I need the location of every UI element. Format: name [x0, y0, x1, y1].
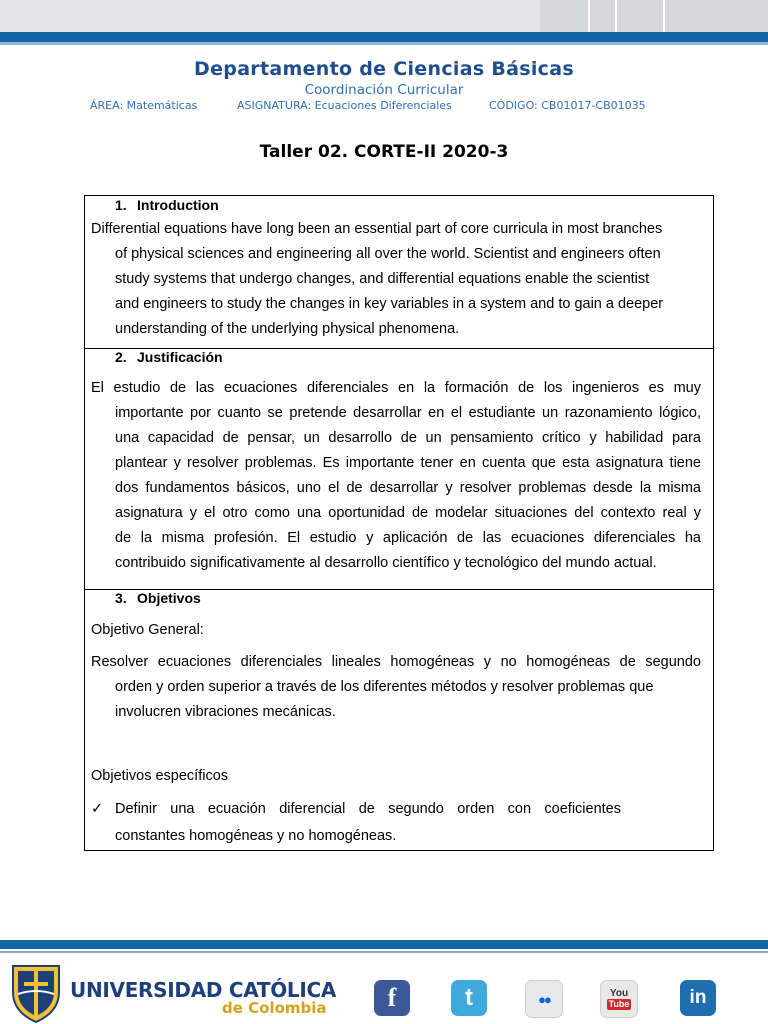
introduction-paragraph	[91, 217, 701, 342]
linkedin-icon[interactable]: in	[680, 980, 716, 1016]
paragraph-line: contribuido significativamente al desarrollo científico y tecnológico del mundo actual.	[115, 555, 657, 571]
section-number: 3.	[115, 590, 127, 606]
paragraph-line: constantes homogéneas y no homogéneas.	[115, 828, 397, 844]
paragraph-line: orden y orden superior a través de los diferentes métodos y resolver problemas que	[115, 679, 654, 695]
paragraph-line: importante por cuanto se pretende desarrollar en el estudiante un razonamiento lógico,	[115, 405, 701, 421]
section-heading-introduction	[115, 197, 219, 213]
document-title: Taller 02. CORTE-II 2020-3	[259, 142, 509, 162]
facebook-icon[interactable]: f	[374, 980, 410, 1016]
youtube-bottom: Tube	[608, 999, 630, 1009]
department-title: Departamento de Ciencias Básicas	[194, 58, 574, 80]
paragraph-line: Objetivo General:	[91, 622, 204, 638]
header-blue-band	[0, 32, 768, 42]
section-number: 1.	[115, 197, 127, 213]
paragraph-line: Objetivos específicos	[91, 768, 229, 784]
objetivos-especificos-label	[91, 764, 701, 789]
objetivo-general-paragraph	[91, 650, 701, 725]
objetivo-especifico-item	[115, 797, 621, 850]
flickr-icon[interactable]: ●●	[525, 980, 563, 1018]
footer-blue-line	[0, 951, 768, 953]
section-heading-objetivos	[115, 590, 201, 606]
paragraph-line: Definir una ecuación diferencial de segundo orden con coeficientes	[115, 801, 621, 817]
section-title: Introduction	[137, 197, 219, 213]
subject-label: ASIGNATURA: Ecuaciones Diferenciales	[237, 99, 452, 112]
paragraph-line: Differential equations have long been an essential part of core curricula in most branches	[91, 221, 663, 237]
header-grey-block	[540, 0, 768, 32]
youtube-top: You	[609, 988, 629, 999]
justificacion-paragraph	[91, 376, 701, 576]
paragraph-line: and engineers to study the changes in key variables in a system and to gain a deeper	[115, 296, 664, 312]
header-grey-band	[0, 0, 768, 32]
paragraph-line: una capacidad de pensar, un desarrollo de un pensamiento crítico y habilidad para	[115, 430, 701, 446]
objetivo-general-label	[91, 618, 701, 643]
university-name: UNIVERSIDAD CATÓLICA	[70, 978, 337, 1002]
university-shield-icon	[10, 962, 62, 1024]
university-country: de Colombia	[222, 999, 327, 1017]
paragraph-line: de la misma profesión. El estudio y aplicación de las ecuaciones diferenciales ha	[115, 530, 701, 546]
section-heading-justificacion	[115, 349, 223, 365]
paragraph-line: plantear y resolver problemas. Es importante tener en cuenta que esta asignatura tiene	[115, 455, 701, 471]
header-blue-line	[0, 42, 768, 45]
section-number: 2.	[115, 349, 127, 365]
paragraph-line: asignatura y el otro como una oportunidad de modelar situaciones del contexto real y	[115, 505, 701, 521]
content-table	[84, 195, 714, 851]
section-title: Justificación	[137, 349, 223, 365]
paragraph-line: dos fundamentos básicos, uno el de desarrollar y resolver problemas desde la misma	[115, 480, 701, 496]
paragraph-line: understanding of the underlying physical phenomena.	[115, 321, 460, 337]
footer-blue-band	[0, 940, 768, 949]
coordination-subtitle: Coordinación Curricular	[304, 82, 464, 98]
paragraph-line: involucren vibraciones mecánicas.	[115, 704, 336, 720]
youtube-icon[interactable]	[600, 980, 638, 1018]
check-icon: ✓	[91, 801, 104, 817]
section-title: Objetivos	[137, 590, 201, 606]
paragraph-line: El estudio de las ecuaciones diferenciales en la formación de los ingenieros es muy	[91, 380, 701, 396]
code-label: CÓDIGO: CB01017-CB01035	[489, 99, 646, 112]
paragraph-line: study systems that undergo changes, and differential equations enable the scientist	[115, 271, 650, 287]
twitter-icon[interactable]: t	[451, 980, 487, 1016]
paragraph-line: Resolver ecuaciones diferenciales lineales homogéneas y no homogéneas de segundo	[91, 654, 701, 670]
area-label: ÁREA: Matemáticas	[90, 99, 198, 112]
paragraph-line: of physical sciences and engineering all over the world. Scientist and engineers often	[115, 246, 661, 262]
